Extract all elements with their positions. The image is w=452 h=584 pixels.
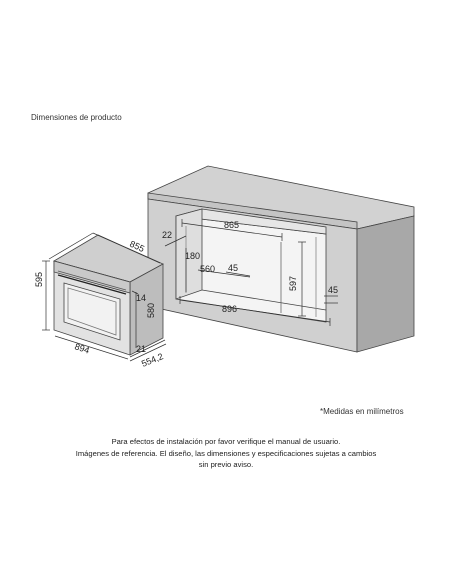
cutout-height-label: 597: [288, 275, 298, 291]
cutout-top-width-label: 865: [224, 220, 240, 230]
cutout-inner-depth-label: 560: [200, 264, 216, 274]
cutout-gap-label: 45: [328, 285, 339, 295]
cutout-rear-depth-label: 45: [228, 263, 239, 273]
oven-panel-depth-label: 14: [136, 293, 147, 303]
oven-width-label: 894: [73, 341, 91, 356]
oven-door-label: 21: [136, 344, 147, 354]
oven-height-label: 595: [34, 271, 44, 287]
installation-notes: [0, 436, 452, 471]
cabinet-side: [357, 216, 414, 352]
section-title: Dimensiones de producto: [31, 113, 122, 122]
note-line: Imágenes de referencia. El diseño, las dimensiones y especificaciones sujetas a cambios: [75, 448, 377, 458]
oven: [54, 235, 163, 355]
cutout-side-offset-label: 22: [162, 230, 173, 240]
oven-total-depth-label: 554,2: [140, 351, 165, 369]
oven-body-height-label: 580: [146, 302, 156, 318]
units-note: *Medidas en milímetros: [320, 407, 404, 416]
note-line: sin previo aviso.: [198, 460, 254, 469]
note-line: Para efectos de instalación por favor verifique el manual de usuario.: [111, 437, 341, 446]
cutout-bottom-width-label: 896: [222, 304, 238, 314]
oven-depth-label: 855: [128, 238, 146, 254]
cutout-rear-height-label: 180: [185, 251, 201, 261]
